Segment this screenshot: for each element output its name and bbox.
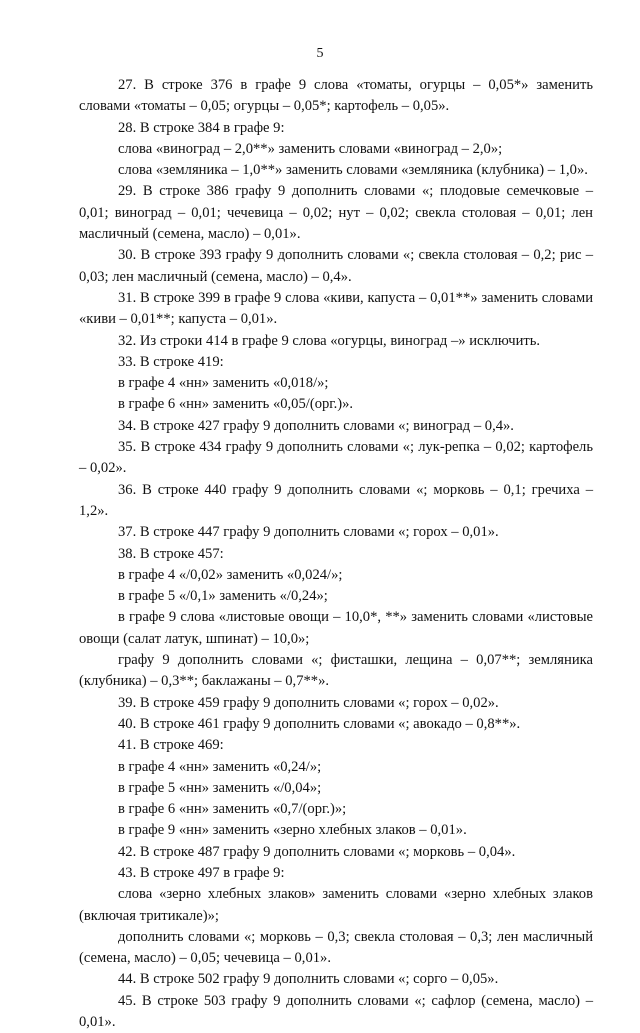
paragraph-40: 40. В строке 461 графу 9 дополнить словами «; авокадо – 0,8**». (118, 715, 521, 732)
paragraph-38-sub-4: графу 9 дополнить словами «; фисташки, лещина – 0,07**; земляника (клубника) – 0,3**; баклажаны – 0,7**». (79, 652, 593, 690)
paragraph-28-sub-2: слова «земляника – 1,0**» заменить словами «земляника (клубника) – 1,0». (118, 162, 588, 179)
paragraph-28-sub-1: слова «виноград – 2,0**» заменить словами «виноград – 2,0»; (118, 140, 503, 157)
paragraph-29: 29. В строке 386 графу 9 дополнить словами «; плодовые семечковые – 0,01; виноград – 0,01; чечевица – 0,02; нут – 0,02; свекла столовая – 0,01; лен масличный (семена, масло) – 0,01». (79, 183, 593, 243)
paragraph-33: 33. В строке 419: (118, 353, 224, 370)
paragraph-33-sub-1: в графе 4 «нн» заменить «0,018/»; (118, 375, 329, 392)
paragraph-45: 45. В строке 503 графу 9 дополнить словами «; сафлор (семена, масло) – 0,01». (79, 992, 593, 1031)
paragraph-38: 38. В строке 457: (118, 545, 224, 562)
paragraph-33-sub-2: в графе 6 «нн» заменить «0,05/(орг.)». (118, 396, 354, 413)
paragraph-30: 30. В строке 393 графу 9 дополнить словами «; свекла столовая – 0,2; рис – 0,03; лен масличный (семена, масло) – 0,4». (79, 247, 593, 285)
paragraph-41-sub-4: в графе 9 «нн» заменить «зерно хлебных злаков – 0,01». (118, 822, 467, 839)
paragraph-42: 42. В строке 487 графу 9 дополнить словами «; морковь – 0,04». (118, 843, 516, 860)
paragraph-34: 34. В строке 427 графу 9 дополнить словами «; виноград – 0,4». (118, 417, 514, 434)
paragraph-43-sub-1: слова «зерно хлебных злаков» заменить словами «зерно хлебных злаков (включая тритикале)»; (79, 886, 593, 924)
paragraph-39: 39. В строке 459 графу 9 дополнить словами «; горох – 0,02». (118, 694, 499, 711)
paragraph-31: 31. В строке 399 в графе 9 слова «киви, капуста – 0,01**» заменить словами «киви – 0,01**; капуста – 0,01». (79, 289, 593, 328)
paragraph-38-sub-3: в графе 9 слова «листовые овощи – 10,0*, **» заменить словами «листовые овощи (салат латук, шпинат) – 10,0»; (79, 609, 593, 647)
page-number: 5 (316, 46, 324, 61)
paragraph-44: 44. В строке 502 графу 9 дополнить словами «; сорго – 0,05». (118, 971, 499, 988)
paragraph-28: 28. В строке 384 в графе 9: (118, 119, 285, 136)
document-body (79, 75, 593, 1033)
paragraph-27: 27. В строке 376 в графе 9 слова «томаты, огурцы – 0,05*» заменить словами «томаты – 0,05; огурцы – 0,05*; картофель – 0,05». (79, 77, 593, 115)
paragraph-38-sub-2: в графе 5 «/0,1» заменить «/0,24»; (118, 588, 328, 605)
paragraph-41-sub-3: в графе 6 «нн» заменить «0,7/(орг.)»; (118, 801, 347, 818)
paragraph-41: 41. В строке 469: (118, 737, 224, 754)
paragraph-41-sub-2: в графе 5 «нн» заменить «/0,04»; (118, 779, 322, 796)
paragraph-41-sub-1: в графе 4 «нн» заменить «0,24/»; (118, 758, 322, 775)
paragraph-38-sub-1: в графе 4 «/0,02» заменить «0,024/»; (118, 566, 343, 583)
paragraph-43-sub-2: дополнить словами «; морковь – 0,3; свекла столовая – 0,3; лен масличный (семена, масло) – 0,05; чечевица – 0,01». (79, 928, 593, 967)
paragraph-35: 35. В строке 434 графу 9 дополнить словами «; лук-репка – 0,02; картофель – 0,02». (79, 439, 593, 477)
paragraph-37: 37. В строке 447 графу 9 дополнить словами «; горох – 0,01». (118, 524, 499, 541)
paragraph-32: 32. Из строки 414 в графе 9 слова «огурцы, виноград –» исключить. (118, 332, 541, 349)
paragraph-36: 36. В строке 440 графу 9 дополнить словами «; морковь – 0,1; гречиха – 1,2». (79, 481, 593, 519)
paragraph-43: 43. В строке 497 в графе 9: (118, 864, 285, 881)
